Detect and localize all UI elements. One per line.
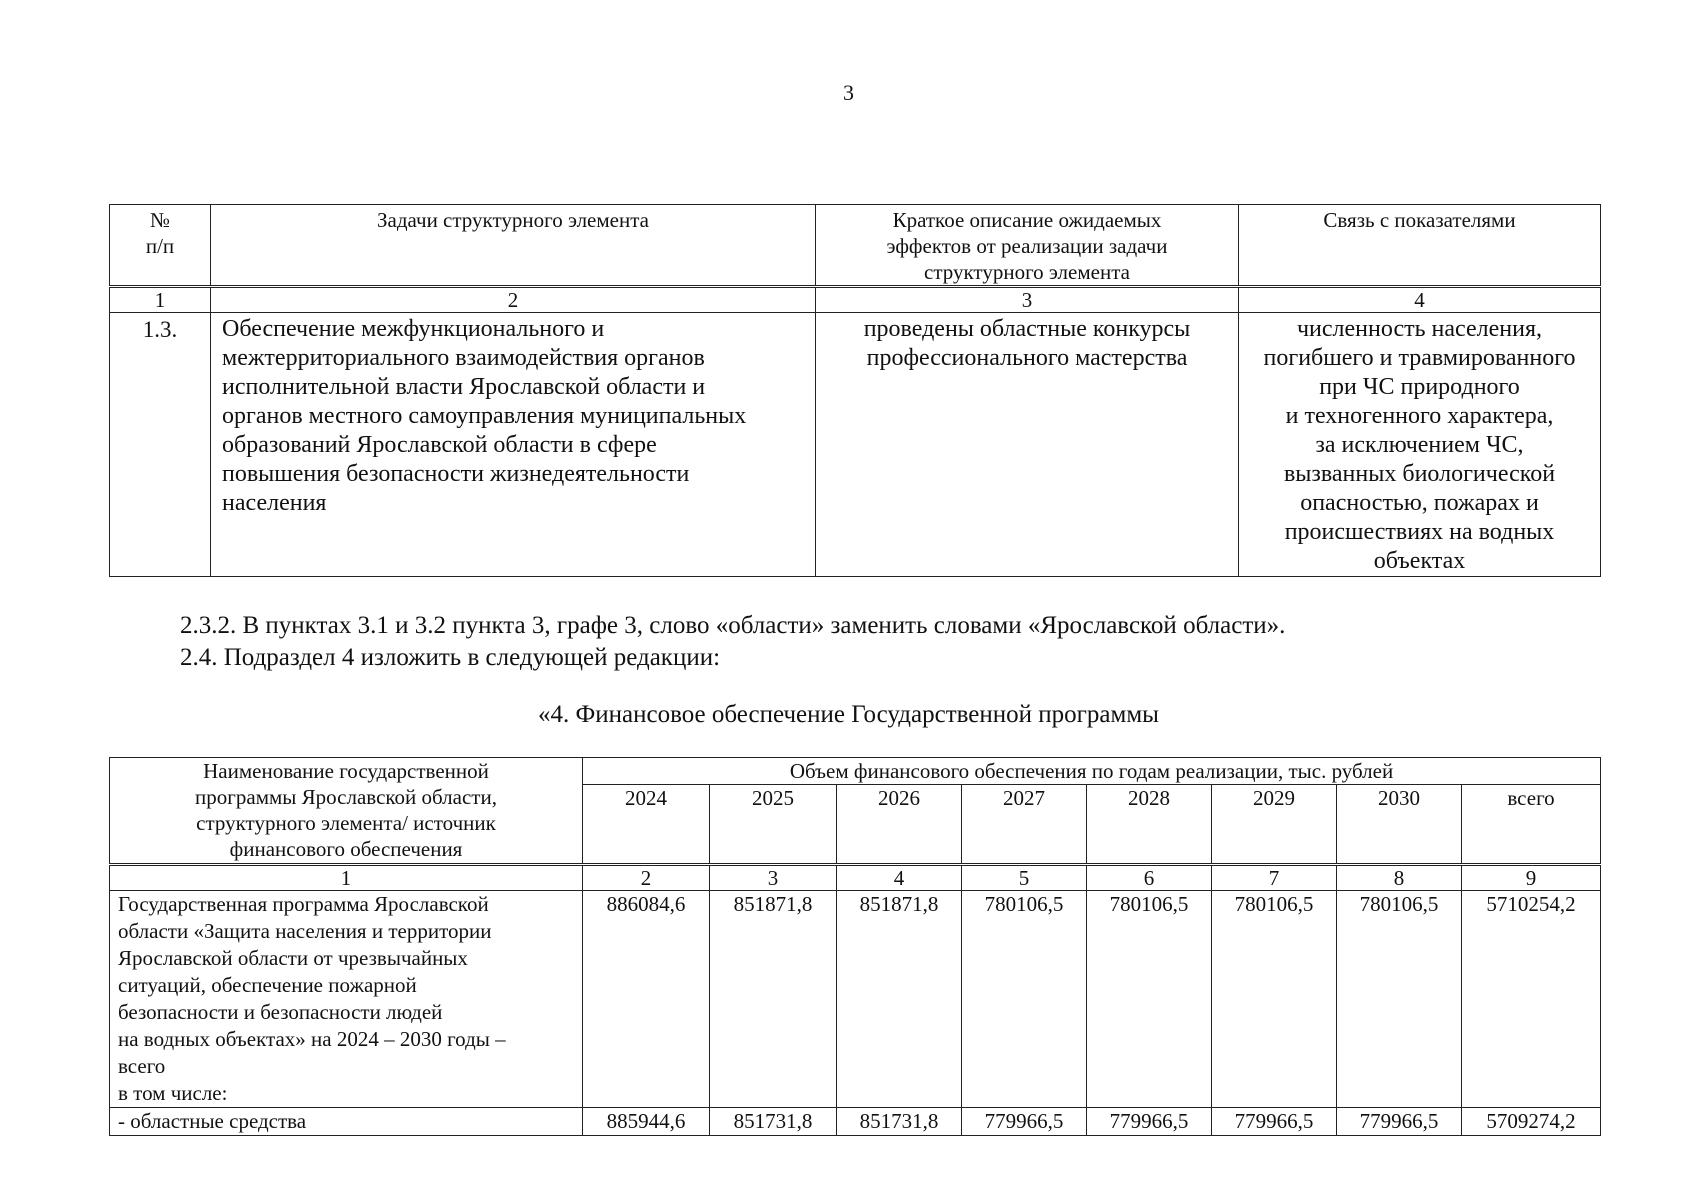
value-cell: 779966,5 (1087, 1108, 1212, 1136)
header-name-line: Наименование государственной (203, 759, 489, 783)
link-line: погибшего и травмированного (1263, 345, 1576, 371)
column-number: 8 (1337, 865, 1462, 891)
tasks-header-row (110, 205, 1601, 287)
header-program-name (110, 758, 583, 865)
header-total: всего (1462, 785, 1601, 865)
row-number: 1.3. (110, 313, 211, 577)
value-cell: 779966,5 (1337, 1108, 1462, 1136)
value-cell: 851871,8 (710, 891, 837, 1108)
total-value-cell: 5710254,2 (1462, 891, 1601, 1108)
indicator-link-cell (1239, 313, 1601, 577)
header-name-line: финансового обеспечения (229, 837, 463, 861)
header-name-line: программы Ярославской области, (195, 785, 497, 809)
value-cell: 886084,6 (583, 891, 710, 1108)
name-line: Ярославской области от чрезвычайных (118, 946, 468, 970)
header-financing-volume: Объем финансового обеспечения по годам реализации, тыс. рублей (583, 758, 1601, 785)
name-line: на водных объектах» на 2024 – 2030 годы – (118, 1027, 506, 1051)
column-number: 1 (110, 865, 583, 891)
link-line: объектах (1373, 548, 1466, 574)
link-line: вызванных биологической (1283, 461, 1556, 487)
link-line: происшествиях на водных (1284, 519, 1555, 545)
table-row (110, 313, 1601, 577)
finance-column-numbers-row (110, 865, 1601, 891)
task-line: образований Ярославской области в сфере (222, 432, 657, 458)
link-line: численность населения, (1296, 316, 1542, 342)
value-cell: 885944,6 (583, 1108, 710, 1136)
value-cell: 779966,5 (962, 1108, 1087, 1136)
header-num-line: п/п (145, 234, 175, 258)
table-row (110, 891, 1601, 1108)
value-cell: 780106,5 (962, 891, 1087, 1108)
header-year: 2024 (583, 785, 710, 865)
header-year: 2030 (1337, 785, 1462, 865)
header-num-line: № (149, 208, 171, 232)
name-line: области «Защита населения и территории (118, 919, 492, 943)
header-year: 2025 (710, 785, 837, 865)
financial-support-table (109, 757, 1601, 1136)
section-title: «4. Финансовое обеспечение Государственной программы (538, 701, 1159, 728)
column-number: 4 (837, 865, 962, 891)
name-line: всего (118, 1054, 166, 1078)
link-line: при ЧС природного (1319, 374, 1520, 400)
finance-header-row (110, 758, 1601, 785)
amendment-paragraph-2-3-2: 2.3.2. В пунктах 3.1 и 3.2 пункта 3, графе 3, слово «области» заменить словами «Ярославской области». (180, 612, 1286, 639)
task-line: органов местного самоуправления муниципальных (222, 403, 747, 429)
effect-line: проведены областные конкурсы (863, 316, 1191, 342)
task-cell (211, 313, 816, 577)
value-cell: 780106,5 (1337, 891, 1462, 1108)
amendment-paragraph-2-4: 2.4. Подраздел 4 изложить в следующей редакции: (180, 644, 721, 671)
column-number: 9 (1462, 865, 1601, 891)
header-effect-line: структурного элемента (924, 260, 1130, 284)
tasks-column-numbers-row (110, 287, 1601, 313)
task-line: повышения безопасности жизнедеятельности (222, 461, 690, 487)
column-number: 3 (710, 865, 837, 891)
column-number: 5 (962, 865, 1087, 891)
value-cell: 851871,8 (837, 891, 962, 1108)
link-line: опасностью, пожарах и (1300, 490, 1539, 516)
value-cell: 780106,5 (1087, 891, 1212, 1108)
total-value-cell: 5709274,2 (1462, 1108, 1601, 1136)
column-number: 3 (816, 287, 1239, 313)
header-link: Связь с показателями (1239, 205, 1601, 287)
effect-line: профессионального мастерства (866, 345, 1188, 371)
task-line: межтерриториального взаимодействия органов (222, 345, 705, 371)
value-cell: 779966,5 (1212, 1108, 1337, 1136)
task-line: населения (222, 490, 327, 516)
effect-cell (816, 313, 1239, 577)
header-effect (816, 205, 1239, 287)
header-name-line: структурного элемента/ источник (196, 811, 496, 835)
header-effect-line: Краткое описание ожидаемых (892, 208, 1162, 232)
program-name-cell (110, 891, 583, 1108)
column-number: 6 (1087, 865, 1212, 891)
column-number: 7 (1212, 865, 1337, 891)
table-row (110, 1108, 1601, 1136)
column-number: 2 (211, 287, 816, 313)
page-number: 3 (843, 80, 854, 105)
link-line: и техногенного характера, (1285, 403, 1554, 429)
header-year: 2029 (1212, 785, 1337, 865)
link-line: за исключением ЧС, (1315, 432, 1524, 458)
value-cell: 851731,8 (837, 1108, 962, 1136)
task-line: исполнительной власти Ярославской области и (222, 374, 706, 400)
column-number: 1 (110, 287, 211, 313)
header-effect-line: эффектов от реализации задачи (886, 234, 1168, 258)
column-number: 2 (583, 865, 710, 891)
name-line: ситуаций, обеспечение пожарной (118, 973, 417, 997)
structural-element-tasks-table (109, 204, 1601, 577)
header-year: 2026 (837, 785, 962, 865)
column-number: 4 (1239, 287, 1601, 313)
header-year: 2028 (1087, 785, 1212, 865)
header-year: 2027 (962, 785, 1087, 865)
name-line: Государственная программа Ярославской (118, 892, 489, 916)
value-cell: 851731,8 (710, 1108, 837, 1136)
header-num (110, 205, 211, 287)
header-task: Задачи структурного элемента (211, 205, 816, 287)
name-line: в том числе: (118, 1081, 228, 1105)
task-line: Обеспечение межфункционального и (222, 316, 605, 342)
source-name-cell: - областные средства (110, 1108, 583, 1136)
value-cell: 780106,5 (1212, 891, 1337, 1108)
name-line: безопасности и безопасности людей (118, 1000, 443, 1024)
